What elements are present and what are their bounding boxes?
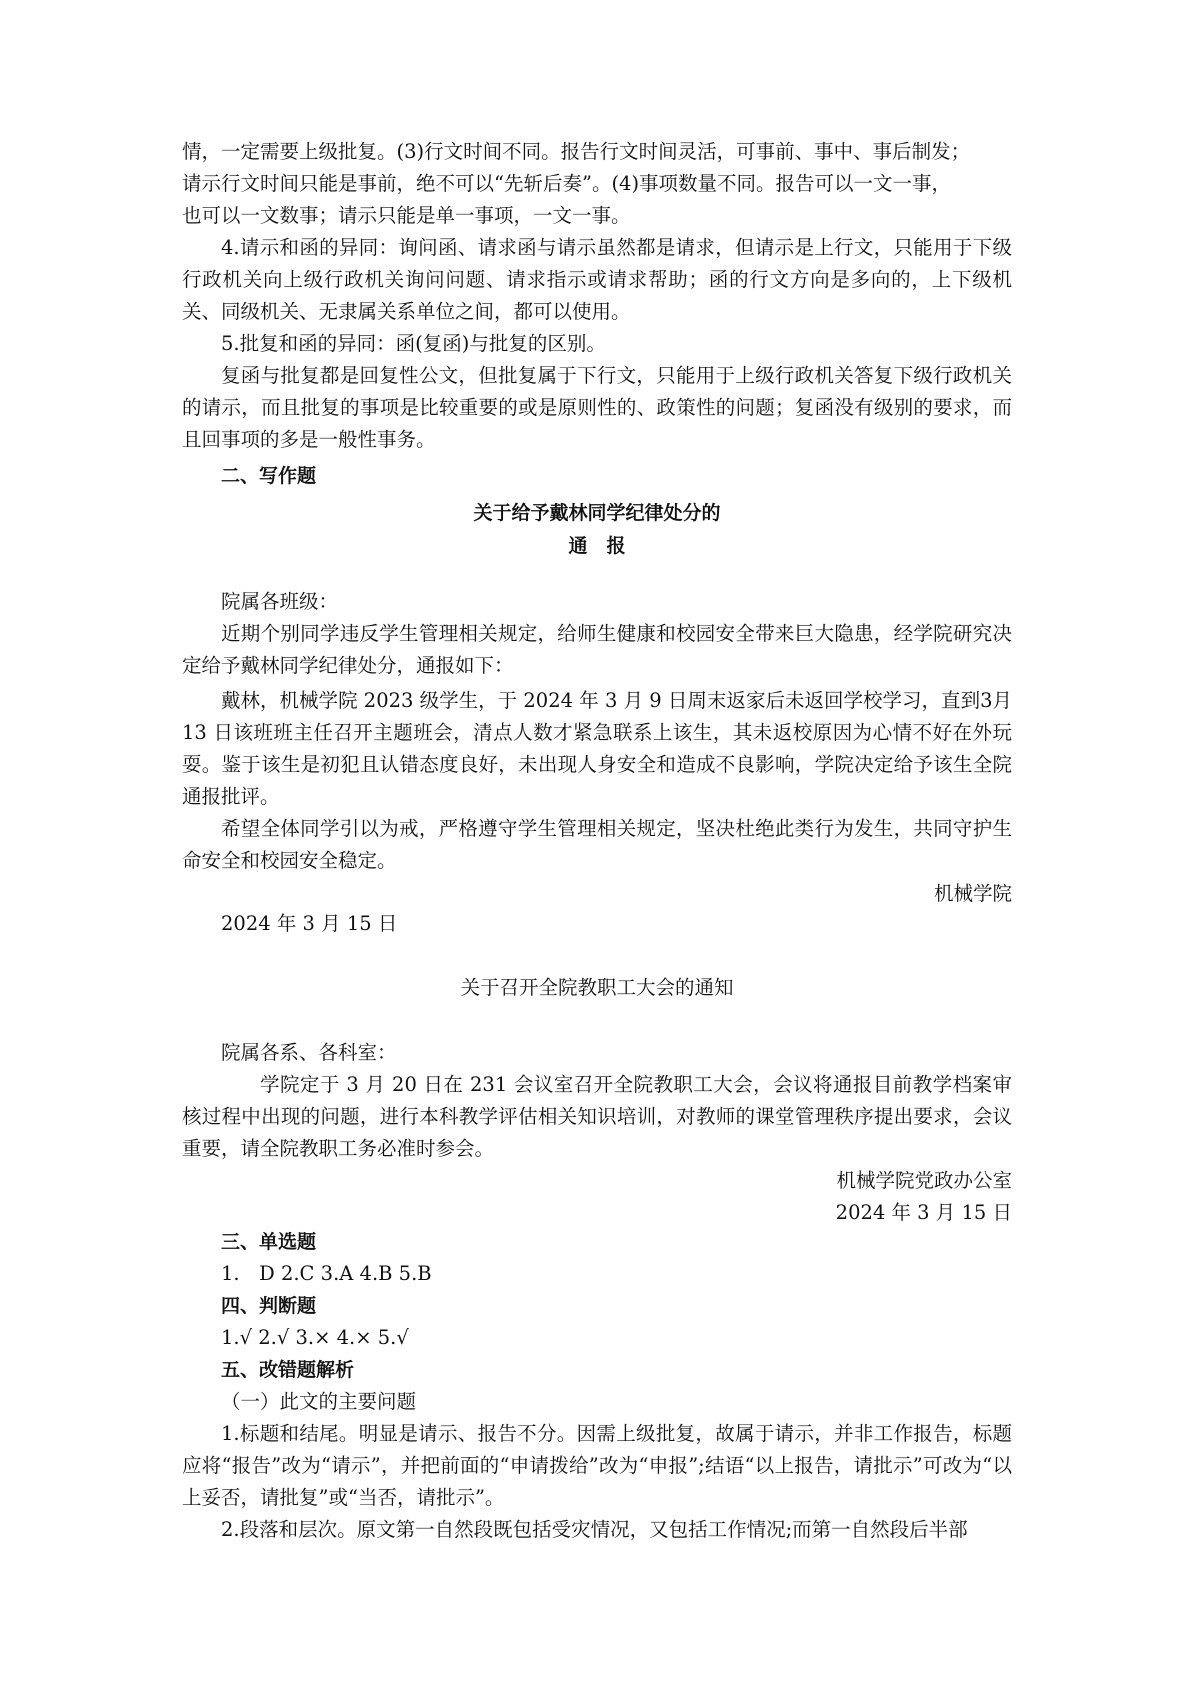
paragraph-request-vs-letter: 4.请示和函的异同：询问函、请求函与请示虽然都是请求，但请示是上行文，只能用于下级行政机关向上级行政机关询问问题、请求指示或请求帮助；函的行文方向是多向的，上下级机关、同级机关、无隶属关系单位之间，都可以使用。: [182, 236, 1012, 323]
notice-discipline: [182, 497, 1012, 563]
notice-title: 通 报: [568, 535, 626, 557]
answers-section: [182, 1226, 1012, 1546]
section-heading: 四、判断题: [221, 1295, 317, 1317]
notice-paragraph: 戴林，机械学院 2023 级学生，于 2024 年 3 月 9 日周末返家后未返回学校学习，直到3月 13 日该班班主任召开主题班会，清点人数才紧急联系上该生，其未返校原因为心情不好在外玩耍。鉴于该生是初犯且认错态度良好，未出现人身安全和造成不良影响，学院决定给予该生全院通报批评。: [182, 689, 1012, 808]
salutation: 院属各班级：: [221, 590, 339, 613]
signature: 机械学院: [933, 882, 1012, 905]
notice-meeting: [182, 972, 1012, 1004]
notice-discipline-date: [182, 908, 1012, 940]
notice-title: 关于召开全院教职工大会的通知: [460, 976, 734, 999]
correction-paragraph: 1.标题和结尾。明显是请示、报告不分。因需上级批复，故属于请示，并非工作报告，标题应将“报告”改为“请示”，并把前面的“申请拨给”改为“申报”;结语“以上报告，请批示”可改为“以上妥否，请批复”或“当否，请批示”。: [182, 1422, 1012, 1509]
salutation: 院属各系、各科室：: [221, 1041, 397, 1064]
date: 2024 年 3 月 15 日: [221, 912, 398, 935]
notice-meeting-body: [182, 1037, 1012, 1229]
section-heading: 三、单选题: [221, 1231, 317, 1253]
writing-section: [182, 460, 1012, 492]
paragraph-line: 也可以一文数事；请示只能是单一事项，一文一事。: [182, 204, 631, 227]
notice-title: 关于给予戴林同学纪律处分的: [473, 502, 721, 524]
paragraph-line: 请示行文时间只能是事前，绝不可以“先斩后奏”。(4)事项数量不同。报告可以一文一事，: [182, 172, 952, 195]
notice-paragraph: 希望全体同学引以为戒，严格遵守学生管理相关规定，坚决杜绝此类行为发生，共同守护生命安全和校园安全稳定。: [182, 817, 1012, 872]
notice-paragraph: 学院定于 3 月 20 日在 231 会议室召开全院教职工大会，会议将通报目前教学档案审核过程中出现的问题，进行本科教学评估相关知识培训，对教师的课堂管理秩序提出要求，会议重要，请全院教职工务必准时参会。: [182, 1073, 1012, 1160]
notice-discipline-signature: [182, 878, 1012, 910]
section-heading: 二、写作题: [221, 465, 317, 487]
notice-discipline-body: [182, 586, 1012, 877]
answer-list: 1. D 2.C 3.A 4.B 5.B: [221, 1262, 432, 1285]
answer-list: 1.√ 2.√ 3.× 4.× 5.√: [221, 1326, 409, 1349]
notice-paragraph: 近期个别同学违反学生管理相关规定，给师生健康和校园安全带来巨大隐患，经学院研究决定给予戴林同学纪律处分，通报如下：: [182, 622, 1012, 677]
section-heading: 五、改错题解析: [221, 1359, 355, 1381]
subheading: （一）此文的主要问题: [221, 1390, 417, 1413]
correction-paragraph: 2.段落和层次。原文第一自然段既包括受灾情况，又包括工作情况;而第一自然段后半部: [221, 1518, 968, 1541]
paragraph-line: 情，一定需要上级批复。(3)行文时间不同。报告行文时间灵活，可事前、事中、事后制发；: [182, 140, 971, 163]
date: 2024 年 3 月 15 日: [835, 1201, 1012, 1224]
section-comparison: [182, 136, 1012, 456]
signature: 机械学院党政办公室: [836, 1169, 1012, 1192]
paragraph-reply-letter-difference: 复函与批复都是回复性公文，但批复属于下行文，只能用于上级行政机关答复下级行政机关的请示，而且批复的事项是比较重要的或是原则性的、政策性的问题；复函没有级别的要求，而且回事项的多是一般性事务。: [182, 364, 1012, 451]
paragraph-reply-vs-letter: 5.批复和函的异同：函(复函)与批复的区别。: [221, 332, 606, 355]
